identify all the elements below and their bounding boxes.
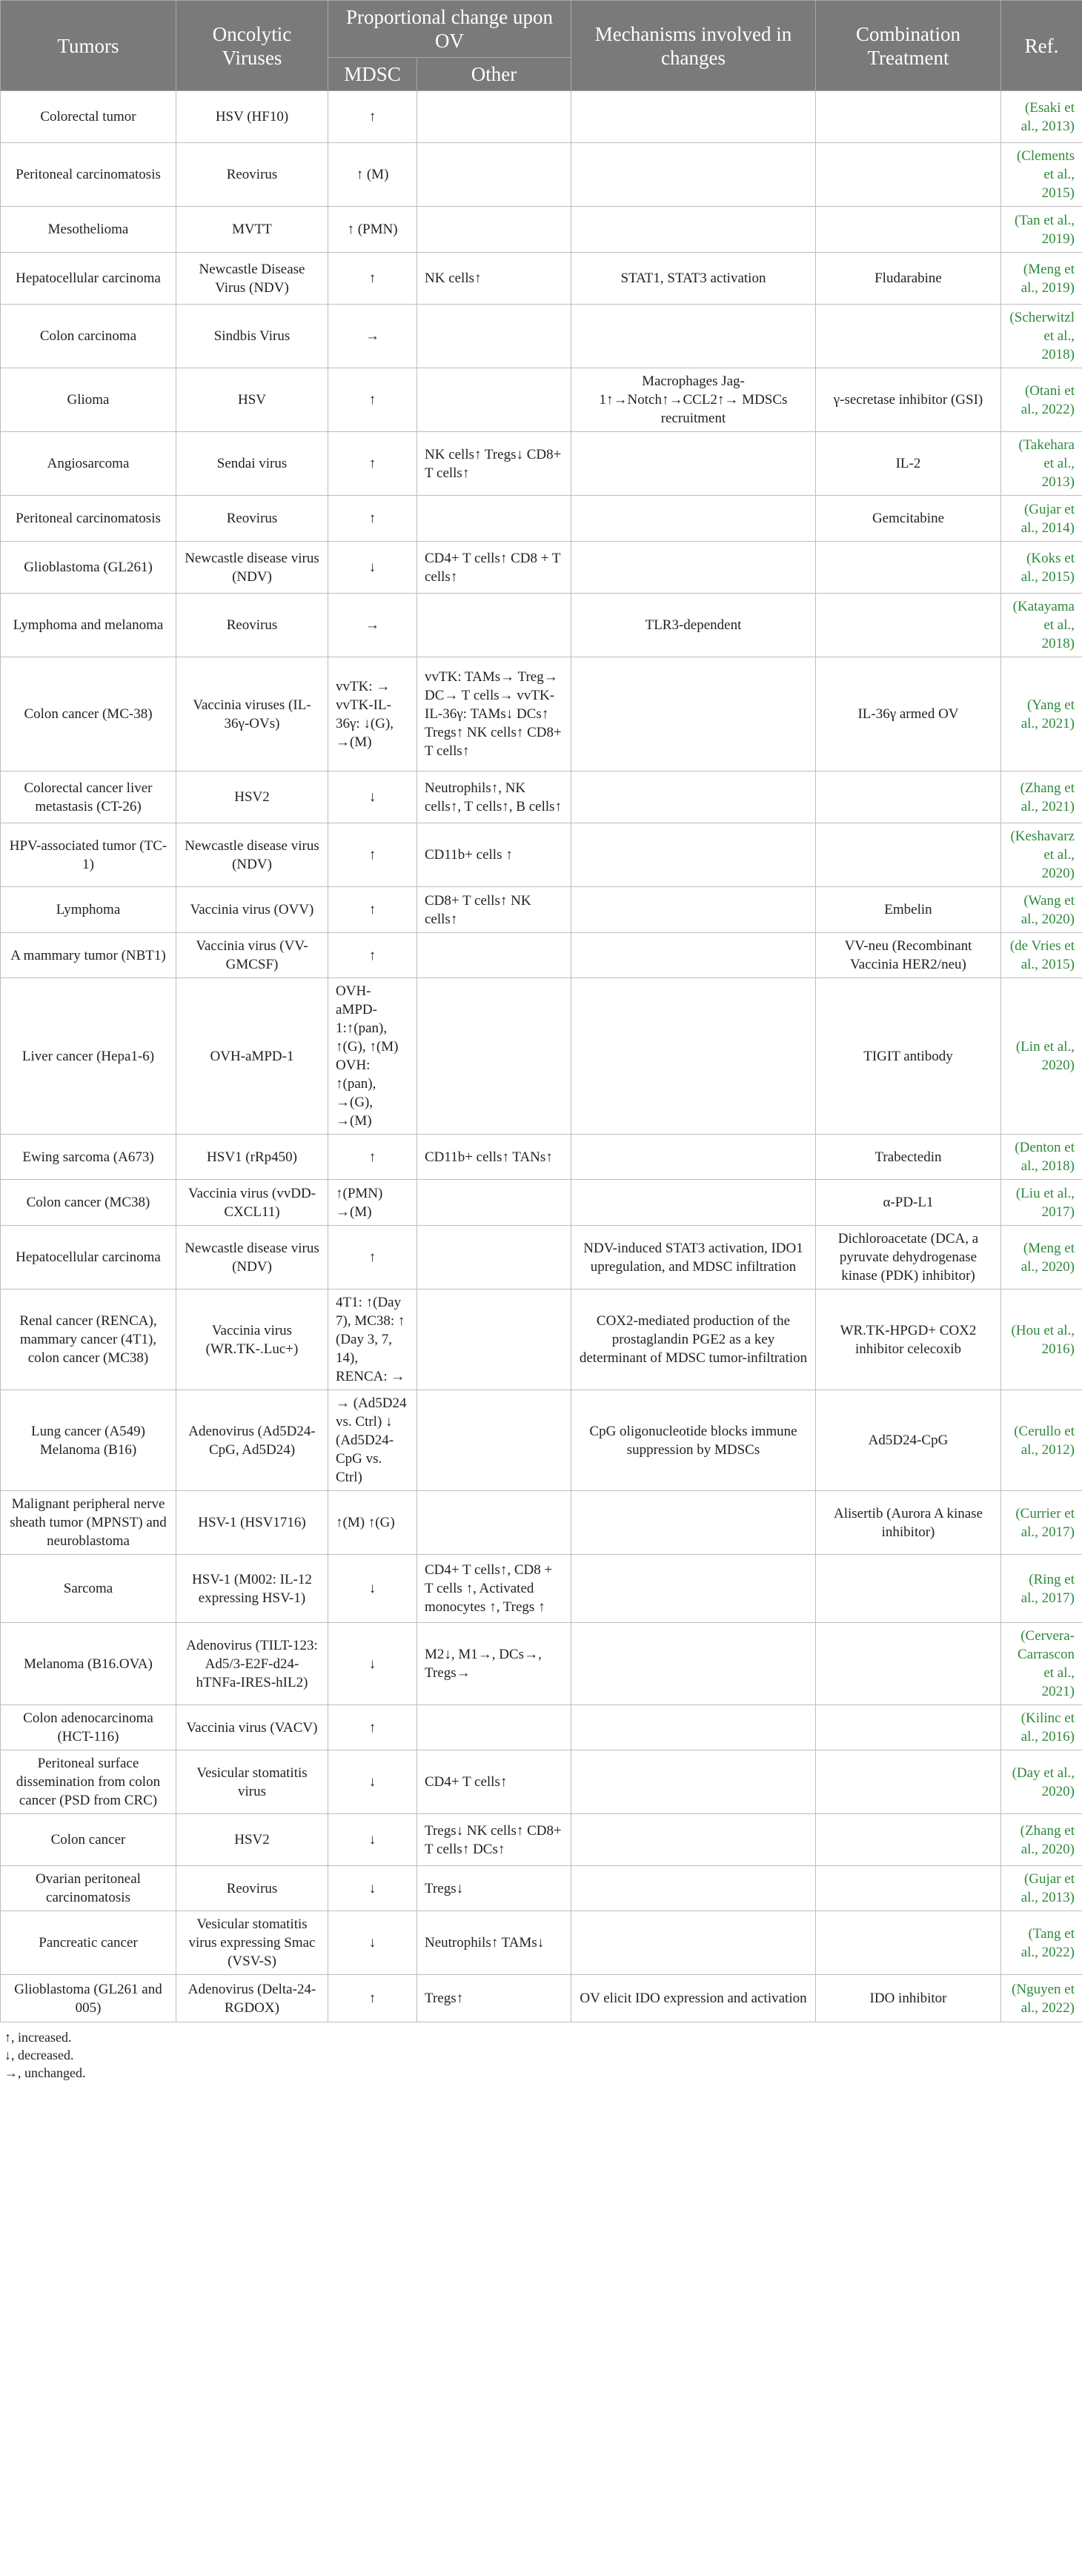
reference-cell[interactable]: (Gujar et al., 2013)	[1001, 1866, 1082, 1911]
reference-cell[interactable]: (Zhang et al., 2020)	[1001, 1814, 1082, 1866]
tumor-cell: Colorectal tumor	[1, 91, 176, 143]
combination-cell	[816, 1750, 1001, 1814]
combination-cell	[816, 143, 1001, 207]
tumor-cell: Colon cancer	[1, 1814, 176, 1866]
virus-cell: Reovirus	[176, 496, 328, 542]
reference-cell[interactable]: (Clements et al., 2015)	[1001, 143, 1082, 207]
tumor-cell: Peritoneal carcinomatosis	[1, 143, 176, 207]
combination-cell	[816, 542, 1001, 594]
header-mdsc: MDSC	[328, 58, 417, 91]
combination-cell: Alisertib (Aurora A kinase inhibitor)	[816, 1491, 1001, 1555]
combination-cell: γ-secretase inhibitor (GSI)	[816, 368, 1001, 432]
reference-cell[interactable]: (Zhang et al., 2021)	[1001, 771, 1082, 823]
header-ref: Ref.	[1001, 1, 1082, 91]
virus-cell: Vaccinia virus (VACV)	[176, 1705, 328, 1750]
reference-cell[interactable]: (Lin et al., 2020)	[1001, 978, 1082, 1135]
reference-cell[interactable]: (Kilinc et al., 2016)	[1001, 1705, 1082, 1750]
combination-cell	[816, 1555, 1001, 1623]
mechanism-cell	[571, 91, 816, 143]
tumor-cell: Mesothelioma	[1, 207, 176, 253]
mechanism-cell	[571, 1491, 816, 1555]
combination-cell	[816, 771, 1001, 823]
mdsc-cell: ↑	[328, 432, 417, 496]
table-row	[1, 1750, 1082, 1814]
virus-cell: Vaccinia viruses (IL-36γ-OVs)	[176, 657, 328, 771]
virus-cell: HSV-1 (HSV1716)	[176, 1491, 328, 1555]
mechanism-cell	[571, 1623, 816, 1705]
mechanism-cell	[571, 771, 816, 823]
tumor-cell: A mammary tumor (NBT1)	[1, 933, 176, 978]
mdsc-cell: ↑	[328, 1975, 417, 2022]
mdsc-cell: ↓	[328, 1750, 417, 1814]
tumor-cell: Ewing sarcoma (A673)	[1, 1135, 176, 1180]
footnote-unchanged: →, unchanged.	[4, 2065, 86, 2080]
footnote-increased: ↑, increased.	[4, 2030, 72, 2045]
other-cell	[417, 933, 571, 978]
table-row	[1, 1226, 1082, 1289]
reference-cell[interactable]: (Cerullo et al., 2012)	[1001, 1390, 1082, 1491]
tumor-cell: Lung cancer (A549) Melanoma (B16)	[1, 1390, 176, 1491]
mdsc-cell: ↑	[328, 887, 417, 933]
virus-cell: HSV2	[176, 771, 328, 823]
footnote-decreased: ↓, decreased.	[4, 2048, 74, 2062]
mechanism-cell	[571, 1750, 816, 1814]
reference-cell[interactable]: (Keshavarz et al., 2020)	[1001, 823, 1082, 887]
combination-cell	[816, 1911, 1001, 1975]
other-cell	[417, 1180, 571, 1226]
mdsc-cell: OVH-aMPD-1:↑(pan), ↑(G), ↑(M) OVH: ↑(pan), →(G), →(M)	[328, 978, 417, 1135]
header-mechanisms: Mechanisms involved in changes	[571, 1, 816, 91]
combination-cell: VV-neu (Recombinant Vaccinia HER2/neu)	[816, 933, 1001, 978]
mdsc-cell: ↑	[328, 496, 417, 542]
other-cell	[417, 207, 571, 253]
mdsc-cell: → (Ad5D24 vs. Ctrl) ↓ (Ad5D24-CpG vs. Ctrl)	[328, 1390, 417, 1491]
reference-cell[interactable]: (Katayama et al., 2018)	[1001, 594, 1082, 657]
mdsc-cell: ↓	[328, 771, 417, 823]
reference-cell[interactable]: (de Vries et al., 2015)	[1001, 933, 1082, 978]
other-cell: Neutrophils↑, NK cells↑, T cells↑, B cells↑	[417, 771, 571, 823]
tumor-cell: Peritoneal carcinomatosis	[1, 496, 176, 542]
mechanism-cell	[571, 978, 816, 1135]
virus-cell: Newcastle disease virus (NDV)	[176, 542, 328, 594]
reference-cell[interactable]: (Hou et al., 2016)	[1001, 1289, 1082, 1390]
table-row	[1, 1491, 1082, 1555]
mdsc-cell: ↑ (M)	[328, 143, 417, 207]
mechanism-cell	[571, 657, 816, 771]
virus-cell: Vesicular stomatitis virus	[176, 1750, 328, 1814]
table-row	[1, 823, 1082, 887]
tumor-cell: Ovarian peritoneal carcinomatosis	[1, 1866, 176, 1911]
other-cell	[417, 1705, 571, 1750]
reference-cell[interactable]: (Otani et al., 2022)	[1001, 368, 1082, 432]
mechanism-cell	[571, 1911, 816, 1975]
other-cell: vvTK: TAMs→ Treg→ DC→ T cells→ vvTK-IL-36γ: TAMs↓ DCs↑ Tregs↑ NK cells↑ CD8+ T cells↑	[417, 657, 571, 771]
tumor-cell: Colon adenocarcinoma (HCT-116)	[1, 1705, 176, 1750]
other-cell	[417, 91, 571, 143]
virus-cell: Vesicular stomatitis virus expressing Smac (VSV-S)	[176, 1911, 328, 1975]
other-cell	[417, 496, 571, 542]
virus-cell: Adenovirus (TILT-123: Ad5/3-E2F-d24-hTNFa-IRES-hIL2)	[176, 1623, 328, 1705]
reference-cell[interactable]: (Currier et al., 2017)	[1001, 1491, 1082, 1555]
other-cell: CD4+ T cells↑, CD8 + T cells ↑, Activated monocytes ↑, Tregs ↑	[417, 1555, 571, 1623]
tumor-cell: Sarcoma	[1, 1555, 176, 1623]
mechanism-cell	[571, 496, 816, 542]
mechanism-cell: NDV-induced STAT3 activation, IDO1 upregulation, and MDSC infiltration	[571, 1226, 816, 1289]
other-cell: CD4+ T cells↑ CD8 + T cells↑	[417, 542, 571, 594]
reference-cell[interactable]: (Yang et al., 2021)	[1001, 657, 1082, 771]
mechanism-cell	[571, 1866, 816, 1911]
virus-cell: Reovirus	[176, 1866, 328, 1911]
reference-cell[interactable]: (Liu et al., 2017)	[1001, 1180, 1082, 1226]
combination-cell: IDO inhibitor	[816, 1975, 1001, 2022]
table-row	[1, 305, 1082, 368]
mdsc-cell: ↑	[328, 91, 417, 143]
combination-cell: Ad5D24-CpG	[816, 1390, 1001, 1491]
combination-cell: α-PD-L1	[816, 1180, 1001, 1226]
mechanism-cell	[571, 887, 816, 933]
header-proportional-change: Proportional change upon OV	[328, 1, 571, 58]
other-cell: Tregs↓	[417, 1866, 571, 1911]
other-cell: M2↓, M1→, DCs→, Tregs→	[417, 1623, 571, 1705]
table-row	[1, 1180, 1082, 1226]
combination-cell	[816, 1814, 1001, 1866]
table-row	[1, 496, 1082, 542]
reference-cell[interactable]: (Wang et al., 2020)	[1001, 887, 1082, 933]
tumor-cell: Glioblastoma (GL261)	[1, 542, 176, 594]
combination-cell	[816, 305, 1001, 368]
combination-cell: Gemcitabine	[816, 496, 1001, 542]
table-header	[1, 1, 1082, 91]
tumor-cell: HPV-associated tumor (TC-1)	[1, 823, 176, 887]
other-cell: NK cells↑	[417, 253, 571, 305]
virus-cell: Newcastle disease virus (NDV)	[176, 823, 328, 887]
tumor-cell: Lymphoma and melanoma	[1, 594, 176, 657]
virus-cell: Newcastle Disease Virus (NDV)	[176, 253, 328, 305]
other-cell	[417, 1226, 571, 1289]
virus-cell: Reovirus	[176, 143, 328, 207]
mdsc-cell: ↑	[328, 933, 417, 978]
table-row	[1, 368, 1082, 432]
tumor-cell: Colon carcinoma	[1, 305, 176, 368]
mechanism-cell	[571, 207, 816, 253]
table-row	[1, 1975, 1082, 2022]
mechanism-cell: TLR3-dependent	[571, 594, 816, 657]
mechanism-cell	[571, 305, 816, 368]
mechanism-cell: Macrophages Jag-1↑→Notch↑→CCL2↑→ MDSCs recruitment	[571, 368, 816, 432]
mdsc-cell: ↑	[328, 1135, 417, 1180]
table-row	[1, 933, 1082, 978]
reference-cell[interactable]: (Scherwitzl et al., 2018)	[1001, 305, 1082, 368]
other-cell	[417, 1390, 571, 1491]
other-cell	[417, 305, 571, 368]
mdsc-cell: →	[328, 594, 417, 657]
mechanism-cell: CpG oligonucleotide blocks immune suppression by MDSCs	[571, 1390, 816, 1491]
mechanism-cell	[571, 542, 816, 594]
tumor-cell: Melanoma (B16.OVA)	[1, 1623, 176, 1705]
table-row	[1, 207, 1082, 253]
tumor-cell: Pancreatic cancer	[1, 1911, 176, 1975]
virus-cell: Adenovirus (Delta-24-RGDOX)	[176, 1975, 328, 2022]
mechanism-cell	[571, 143, 816, 207]
virus-cell: Reovirus	[176, 594, 328, 657]
table-row	[1, 143, 1082, 207]
mdsc-cell: ↓	[328, 1814, 417, 1866]
other-cell: Neutrophils↑ TAMs↓	[417, 1911, 571, 1975]
table-row	[1, 542, 1082, 594]
combination-cell: WR.TK-HPGD+ COX2 inhibitor celecoxib	[816, 1289, 1001, 1390]
reference-cell[interactable]: (Esaki et al., 2013)	[1001, 91, 1082, 143]
mechanism-cell	[571, 1705, 816, 1750]
reference-cell[interactable]: (Nguyen et al., 2022)	[1001, 1975, 1082, 2022]
header-viruses: Oncolytic Viruses	[176, 1, 328, 91]
mdsc-cell: ↑	[328, 1226, 417, 1289]
reference-cell[interactable]: (Meng et al., 2019)	[1001, 253, 1082, 305]
tumor-cell: Renal cancer (RENCA), mammary cancer (4T1), colon cancer (MC38)	[1, 1289, 176, 1390]
virus-cell: MVTT	[176, 207, 328, 253]
table-row	[1, 432, 1082, 496]
virus-cell: HSV-1 (M002: IL-12 expressing HSV-1)	[176, 1555, 328, 1623]
mdsc-cell: ↓	[328, 542, 417, 594]
virus-cell: Sindbis Virus	[176, 305, 328, 368]
mechanism-cell	[571, 432, 816, 496]
mechanism-cell	[571, 1135, 816, 1180]
table-row	[1, 978, 1082, 1135]
other-cell: Tregs↓ NK cells↑ CD8+ T cells↑ DCs↑	[417, 1814, 571, 1866]
combination-cell: IL-2	[816, 432, 1001, 496]
table-row	[1, 1814, 1082, 1866]
other-cell: NK cells↑ Tregs↓ CD8+ T cells↑	[417, 432, 571, 496]
combination-cell: TIGIT antibody	[816, 978, 1001, 1135]
header-other: Other	[417, 58, 571, 91]
tumor-cell: Glioblastoma (GL261 and 005)	[1, 1975, 176, 2022]
combination-cell: Fludarabine	[816, 253, 1001, 305]
tumor-cell: Angiosarcoma	[1, 432, 176, 496]
other-cell	[417, 143, 571, 207]
table-row	[1, 771, 1082, 823]
virus-cell: Vaccinia virus (vvDD-CXCL11)	[176, 1180, 328, 1226]
other-cell	[417, 1491, 571, 1555]
header-combination: Combination Treatment	[816, 1, 1001, 91]
reference-cell[interactable]: (Denton et al., 2018)	[1001, 1135, 1082, 1180]
other-cell: CD11b+ cells ↑	[417, 823, 571, 887]
mdsc-cell: ↓	[328, 1866, 417, 1911]
table-row	[1, 1911, 1082, 1975]
mdsc-cell: ↑	[328, 1705, 417, 1750]
mdsc-cell: ↑ (PMN)	[328, 207, 417, 253]
combination-cell	[816, 207, 1001, 253]
reference-cell[interactable]: (Tan et al., 2019)	[1001, 207, 1082, 253]
tumor-cell: Glioma	[1, 368, 176, 432]
tumor-cell: Hepatocellular carcinoma	[1, 253, 176, 305]
table-row	[1, 657, 1082, 771]
table-row	[1, 1705, 1082, 1750]
virus-cell: HSV1 (rRp450)	[176, 1135, 328, 1180]
table-row	[1, 887, 1082, 933]
table-row	[1, 91, 1082, 143]
other-cell: CD8+ T cells↑ NK cells↑	[417, 887, 571, 933]
reference-cell[interactable]: (Cervera-Carrascon et al., 2021)	[1001, 1623, 1082, 1705]
combination-cell	[816, 823, 1001, 887]
virus-cell: HSV	[176, 368, 328, 432]
reference-cell[interactable]: (Koks et al., 2015)	[1001, 542, 1082, 594]
mdsc-cell: ↑(M) ↑(G)	[328, 1491, 417, 1555]
reference-cell[interactable]: (Takehara et al., 2013)	[1001, 432, 1082, 496]
reference-cell[interactable]: (Ring et al., 2017)	[1001, 1555, 1082, 1623]
combination-cell	[816, 1623, 1001, 1705]
reference-cell[interactable]: (Day et al., 2020)	[1001, 1750, 1082, 1814]
table-row	[1, 1555, 1082, 1623]
mdsc-cell: ↓	[328, 1623, 417, 1705]
header-tumors: Tumors	[1, 1, 176, 91]
mechanism-cell: OV elicit IDO expression and activation	[571, 1975, 816, 2022]
mechanism-cell: STAT1, STAT3 activation	[571, 253, 816, 305]
other-cell: CD11b+ cells↑ TANs↑	[417, 1135, 571, 1180]
tumor-cell: Peritoneal surface dissemination from colon cancer (PSD from CRC)	[1, 1750, 176, 1814]
virus-cell: Vaccinia virus (VV-GMCSF)	[176, 933, 328, 978]
tumor-cell: Liver cancer (Hepa1-6)	[1, 978, 176, 1135]
mdsc-cell: ↓	[328, 1555, 417, 1623]
table-row	[1, 1866, 1082, 1911]
mdsc-cell: vvTK: → vvTK-IL-36γ: ↓(G), →(M)	[328, 657, 417, 771]
other-cell	[417, 594, 571, 657]
mechanism-cell	[571, 823, 816, 887]
combination-cell: Trabectedin	[816, 1135, 1001, 1180]
other-cell: Tregs↑	[417, 1975, 571, 2022]
table-body	[1, 91, 1082, 2022]
tumor-cell: Lymphoma	[1, 887, 176, 933]
tumor-cell: Malignant peripheral nerve sheath tumor (MPNST) and neuroblastoma	[1, 1491, 176, 1555]
virus-cell: HSV (HF10)	[176, 91, 328, 143]
combination-cell: Embelin	[816, 887, 1001, 933]
other-cell: CD4+ T cells↑	[417, 1750, 571, 1814]
virus-cell: Sendai virus	[176, 432, 328, 496]
virus-cell: OVH-aMPD-1	[176, 978, 328, 1135]
mdsc-cell: 4T1: ↑(Day 7), MC38: ↑ (Day 3, 7, 14), RENCA: →	[328, 1289, 417, 1390]
tumor-cell: Hepatocellular carcinoma	[1, 1226, 176, 1289]
reference-cell[interactable]: (Gujar et al., 2014)	[1001, 496, 1082, 542]
reference-cell[interactable]: (Tang et al., 2022)	[1001, 1911, 1082, 1975]
other-cell	[417, 1289, 571, 1390]
other-cell	[417, 368, 571, 432]
combination-cell	[816, 1705, 1001, 1750]
combination-cell	[816, 594, 1001, 657]
mdsc-cell: ↓	[328, 1911, 417, 1975]
mechanism-cell	[571, 1814, 816, 1866]
reference-cell[interactable]: (Meng et al., 2020)	[1001, 1226, 1082, 1289]
virus-cell: Vaccinia virus (OVV)	[176, 887, 328, 933]
virus-cell: Adenovirus (Ad5D24-CpG, Ad5D24)	[176, 1390, 328, 1491]
virus-cell: Vaccinia virus (WR.TK-.Luc+)	[176, 1289, 328, 1390]
tumor-cell: Colon cancer (MC-38)	[1, 657, 176, 771]
table-row	[1, 1135, 1082, 1180]
table-row	[1, 1623, 1082, 1705]
mechanism-cell	[571, 1180, 816, 1226]
mdsc-cell: ↑(PMN) →(M)	[328, 1180, 417, 1226]
combination-cell	[816, 1866, 1001, 1911]
tumor-cell: Colorectal cancer liver metastasis (CT-26)	[1, 771, 176, 823]
virus-cell: Newcastle disease virus (NDV)	[176, 1226, 328, 1289]
table-row	[1, 1289, 1082, 1390]
mechanism-cell	[571, 933, 816, 978]
footnotes	[0, 2022, 1082, 2082]
mdsc-cell: ↑	[328, 368, 417, 432]
table-row	[1, 594, 1082, 657]
combination-cell	[816, 91, 1001, 143]
tumor-cell: Colon cancer (MC38)	[1, 1180, 176, 1226]
virus-cell: HSV2	[176, 1814, 328, 1866]
mechanism-cell: COX2-mediated production of the prostaglandin PGE2 as a key determinant of MDSC tumor-infiltration	[571, 1289, 816, 1390]
mdsc-cell: →	[328, 305, 417, 368]
combination-cell: IL-36γ armed OV	[816, 657, 1001, 771]
mechanism-cell	[571, 1555, 816, 1623]
mdsc-cell: ↑	[328, 823, 417, 887]
table-row	[1, 253, 1082, 305]
other-cell	[417, 978, 571, 1135]
mdsc-cell: ↑	[328, 253, 417, 305]
combination-cell: Dichloroacetate (DCA, a pyruvate dehydrogenase kinase (PDK) inhibitor)	[816, 1226, 1001, 1289]
table-row	[1, 1390, 1082, 1491]
